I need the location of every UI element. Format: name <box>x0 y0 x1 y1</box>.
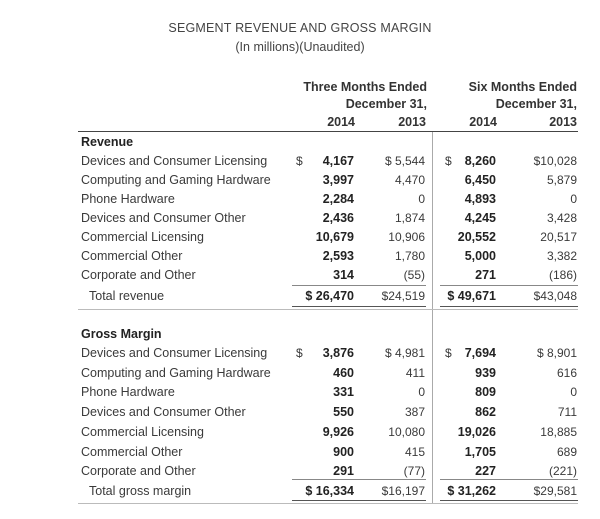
value-3m-2013: 4,470 <box>394 173 425 187</box>
table-row <box>0 249 600 268</box>
currency-symbol: $ <box>445 346 452 360</box>
value-6m-2014: 862 <box>475 405 496 420</box>
value-6m-2014: 271 <box>475 268 496 282</box>
value-3m-2013: 0 <box>418 192 425 206</box>
row-label: Devices and Consumer Other <box>81 405 246 420</box>
revenue-double-underline <box>292 306 426 307</box>
row-label: Commercial Other <box>81 249 183 263</box>
value-3m-2013: (77) <box>403 464 425 479</box>
header-year-col4: 2013 <box>549 115 577 129</box>
table-row <box>0 154 600 173</box>
value-6m-2014: 4,245 <box>464 211 496 225</box>
value-3m-2014: 3,997 <box>322 173 354 187</box>
value-6m-2013: 18,885 <box>540 424 577 439</box>
value-3m-2014: 2,593 <box>322 249 354 263</box>
value-3m-2014: 3,876 <box>322 346 354 360</box>
value-6m-2014: 19,026 <box>457 424 496 439</box>
row-label: Phone Hardware <box>81 192 175 206</box>
header-three-months-line1: Three Months Ended <box>303 80 427 94</box>
table-row <box>0 366 600 385</box>
value-6m-2013: 616 <box>556 365 577 380</box>
table-row <box>0 445 600 464</box>
table-row <box>0 405 600 424</box>
header-year-col2: 2013 <box>398 115 426 129</box>
value-3m-2014: 314 <box>333 268 354 282</box>
header-six-months-line2: December 31, <box>495 97 577 111</box>
value-3m-2014: 2,436 <box>322 211 354 225</box>
value-6m-2014: 4,893 <box>464 192 496 206</box>
value-3m-2014: 550 <box>333 405 354 420</box>
table-row <box>0 464 600 483</box>
value-3m-2013: 1,780 <box>394 249 425 263</box>
section-label: Gross Margin <box>81 327 162 341</box>
value-6m-2014: 5,000 <box>464 249 496 263</box>
value-6m-2013: 20,517 <box>540 230 577 244</box>
value-6m-2014: 227 <box>475 464 496 479</box>
table-row <box>0 385 600 404</box>
value-3m-2014: 10,679 <box>315 230 354 244</box>
header-six-months-line1: Six Months Ended <box>468 80 577 94</box>
row-label: Devices and Consumer Licensing <box>81 346 268 360</box>
value-3m-2014: 2,284 <box>322 192 354 206</box>
value-6m-2014: 20,552 <box>457 230 496 244</box>
value-6m-2013: 3,428 <box>546 211 577 225</box>
value-3m-2013: $ 4,981 <box>384 346 425 360</box>
value-6m-2013: $29,581 <box>533 484 577 498</box>
value-3m-2014: 331 <box>333 385 354 400</box>
value-6m-2013: $ 8,901 <box>536 346 577 360</box>
value-6m-2014: 809 <box>475 385 496 400</box>
margin-total-rule <box>292 479 426 480</box>
value-3m-2014: $ 26,470 <box>305 289 354 303</box>
row-label: Commercial Licensing <box>81 424 204 439</box>
value-6m-2014: 1,705 <box>464 444 496 459</box>
currency-symbol: $ <box>296 346 303 360</box>
value-6m-2013: 711 <box>557 405 577 420</box>
value-3m-2014: 9,926 <box>322 424 354 439</box>
margin-double-underline <box>292 500 426 501</box>
section-label: Revenue <box>81 135 134 149</box>
value-6m-2014: 8,260 <box>464 154 496 168</box>
report-title: SEGMENT REVENUE AND GROSS MARGIN <box>168 21 432 35</box>
table-row <box>0 211 600 230</box>
row-label: Corporate and Other <box>81 464 196 479</box>
row-label: Commercial Other <box>81 444 183 459</box>
row-label: Total revenue <box>89 289 165 303</box>
header-year-col3: 2014 <box>469 115 497 129</box>
value-3m-2013: 0 <box>418 385 425 400</box>
value-6m-2013: 5,879 <box>546 173 577 187</box>
value-6m-2013: (221) <box>548 464 577 479</box>
table-row <box>0 425 600 444</box>
currency-symbol: $ <box>296 154 303 168</box>
row-label: Computing and Gaming Hardware <box>81 173 271 187</box>
revenue-bottom-rule <box>78 309 578 310</box>
margin-section-heading <box>0 327 600 346</box>
revenue-section-heading <box>0 135 600 154</box>
value-6m-2013: (186) <box>548 268 577 282</box>
value-3m-2013: $24,519 <box>381 289 425 303</box>
row-label: Corporate and Other <box>81 268 196 282</box>
table-row <box>0 346 600 365</box>
row-label: Commercial Licensing <box>81 230 204 244</box>
table-row <box>0 192 600 211</box>
value-6m-2013: 0 <box>570 385 577 400</box>
row-label: Devices and Consumer Licensing <box>81 154 268 168</box>
row-label: Total gross margin <box>89 484 192 498</box>
row-label: Devices and Consumer Other <box>81 211 246 225</box>
value-3m-2013: 10,906 <box>388 230 425 244</box>
value-3m-2014: 291 <box>333 464 354 479</box>
revenue-total-rule <box>292 285 426 286</box>
margin-bottom-rule <box>78 503 578 504</box>
value-3m-2014: $ 16,334 <box>305 484 354 498</box>
value-6m-2014: $ 49,671 <box>447 289 496 303</box>
revenue-double-underline <box>440 306 578 307</box>
margin-total-rule <box>440 479 578 480</box>
header-three-months-line2: December 31, <box>345 97 427 111</box>
value-3m-2014: 4,167 <box>322 154 354 168</box>
report-subtitle: (In millions)(Unaudited) <box>235 40 365 54</box>
value-6m-2014: $ 31,262 <box>447 484 496 498</box>
value-6m-2014: 6,450 <box>464 173 496 187</box>
value-6m-2013: $43,048 <box>533 289 577 303</box>
header-year-col1: 2014 <box>327 115 355 129</box>
value-6m-2013: 0 <box>570 192 577 206</box>
margin-double-underline <box>440 500 578 501</box>
value-6m-2013: 689 <box>556 444 577 459</box>
value-3m-2013: 10,080 <box>388 424 425 439</box>
table-row <box>0 230 600 249</box>
value-6m-2014: 939 <box>475 365 496 380</box>
row-label: Computing and Gaming Hardware <box>81 365 271 380</box>
header-rule <box>78 131 578 132</box>
currency-symbol: $ <box>445 154 452 168</box>
value-6m-2014: 7,694 <box>464 346 496 360</box>
value-3m-2013: 387 <box>404 405 425 420</box>
value-3m-2013: 1,874 <box>394 211 425 225</box>
row-label: Phone Hardware <box>81 385 175 400</box>
value-6m-2013: 3,382 <box>546 249 577 263</box>
value-3m-2013: 411 <box>405 365 425 380</box>
value-3m-2013: $16,197 <box>381 484 425 498</box>
value-3m-2013: (55) <box>403 268 425 282</box>
table-row <box>0 173 600 192</box>
value-3m-2013: $ 5,544 <box>384 154 425 168</box>
revenue-total-rule <box>440 285 578 286</box>
value-3m-2014: 460 <box>333 365 354 380</box>
value-3m-2013: 415 <box>404 444 425 459</box>
value-3m-2014: 900 <box>333 444 354 459</box>
value-6m-2013: $10,028 <box>533 154 577 168</box>
